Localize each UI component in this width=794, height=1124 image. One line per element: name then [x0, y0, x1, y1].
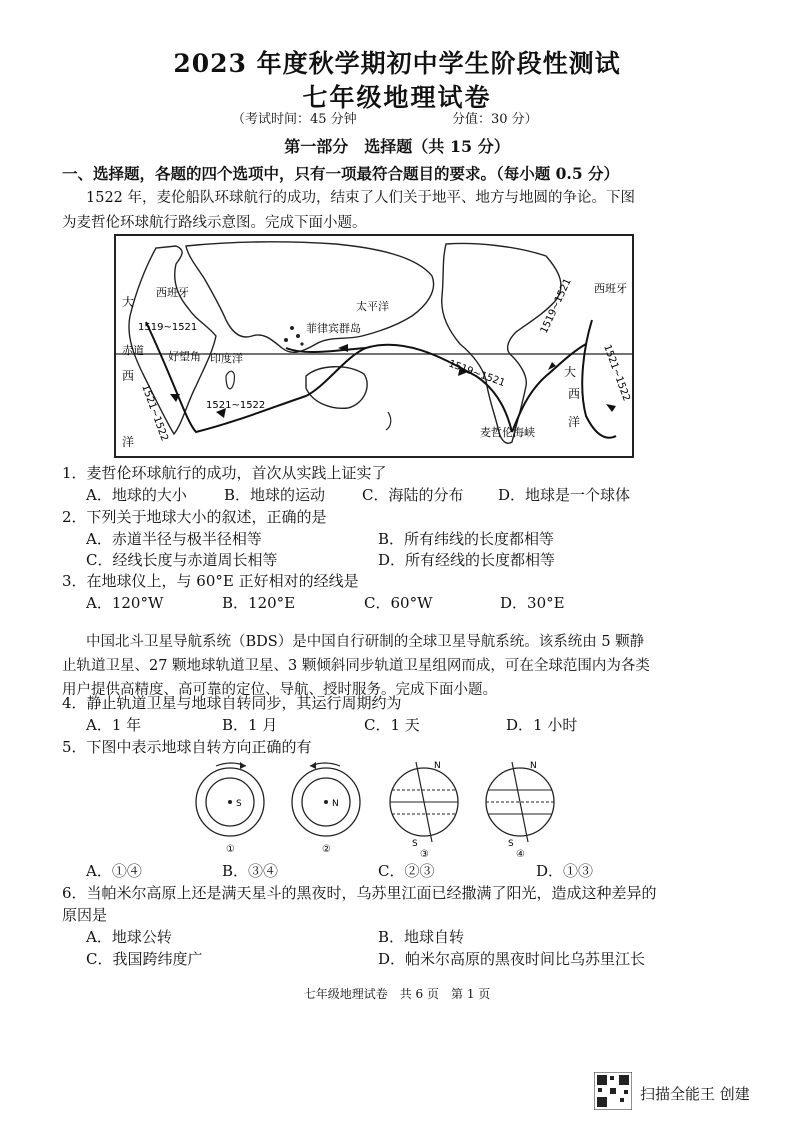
q6-option-a[interactable]: A．地球公转 [86, 928, 172, 946]
label-atlantic-xi-right: 西 [568, 387, 581, 401]
q2-option-c[interactable]: C．经线长度与赤道周长相等 [86, 551, 278, 569]
q2-option-a[interactable]: A．赤道半径与极半径相等 [86, 530, 262, 548]
exam-subtitle: 七年级地理试卷 [302, 83, 492, 112]
fig3-number: ③ [420, 849, 429, 860]
page-footer: 七年级地理试卷 共 6 页 第 1 页 [303, 987, 491, 1001]
fig1-pole-dot [228, 800, 232, 804]
island-dot [284, 338, 288, 342]
americas-outline [442, 244, 561, 444]
bds-line-1: 中国北斗卫星导航系统（BDS）是中国自行研制的全球卫星导航系统。该系统由 5 颗静 [86, 634, 645, 650]
fig4-label-n: N [530, 761, 537, 771]
q3-option-d[interactable]: D．30°E [500, 594, 565, 612]
fig3-label-n: N [434, 761, 441, 771]
rotation-figures-svg [190, 760, 570, 860]
q2-option-b[interactable]: B．所有纬线的长度都相等 [378, 530, 555, 548]
q5-option-b[interactable]: B．③④ [222, 862, 279, 880]
island-dot [296, 334, 300, 338]
fig2-arrowhead [310, 762, 316, 769]
q5-option-d[interactable]: D．①③ [536, 862, 594, 880]
island-dot [300, 342, 303, 345]
fig2-number: ② [322, 844, 331, 855]
scanner-watermark: 扫描全能王 创建 [640, 1085, 750, 1103]
route-arrow [606, 404, 616, 412]
label-atlantic-yang-left: 洋 [122, 435, 135, 449]
label-pacific: 太平洋 [356, 300, 389, 313]
fig4-axis [512, 762, 528, 842]
label-equator: 赤道 [122, 344, 144, 357]
q6-option-b[interactable]: B．地球自转 [378, 928, 465, 946]
q3-option-c[interactable]: C．60°W [364, 594, 433, 612]
q5-option-c[interactable]: C．②③ [378, 862, 435, 880]
intro-line-2: 为麦哲伦环球航行路线示意图。完成下面小题。 [62, 215, 367, 231]
fig4-number: ④ [516, 849, 525, 860]
madagascar-outline [226, 371, 234, 389]
bds-line-2: 止轨道卫星、27 颗地球轨道卫星、3 颗倾斜同步轨道卫星组网而成，可在全球范围内为各类 [62, 658, 650, 674]
label-atlantic-da-right: 大 [564, 365, 577, 379]
q1-option-b[interactable]: B．地球的运动 [224, 486, 326, 504]
q3-stem: 3．在地球仪上，与 60°E 正好相对的经线是 [62, 572, 359, 590]
section-heading: 一、选择题，各题的四个选项中，只有一项最符合题目的要求。（每小题 0.5 分） [62, 164, 620, 183]
fig2-label-n: N [332, 799, 339, 809]
q4-option-d[interactable]: D．1 小时 [506, 716, 578, 734]
label-atlantic-yang-right: 洋 [568, 415, 581, 429]
rotation-figures [190, 760, 570, 860]
q3-option-b[interactable]: B．120°E [222, 594, 296, 612]
label-year-1519-a: 1519~1521 [138, 322, 198, 333]
q6-option-c[interactable]: C．我国跨纬度广 [86, 950, 203, 968]
label-cape-1: 好望角 [168, 350, 201, 363]
label-philippines: 菲律宾群岛 [306, 322, 361, 335]
route-line-east [582, 320, 616, 438]
fig1-label-s: S [236, 799, 242, 809]
fig1-number: ① [226, 844, 235, 855]
qr-code-icon [594, 1072, 632, 1110]
q4-stem: 4．静止轨道卫星与地球自转同步，其运行周期约为 [62, 694, 402, 712]
asia-outline [186, 242, 434, 353]
q2-stem: 2．下列关于地球大小的叙述，正确的是 [62, 508, 327, 526]
magellan-route-map [114, 234, 634, 458]
label-year-1521-b: 1521~1522 [139, 383, 170, 443]
q1-option-c[interactable]: C．海陆的分布 [362, 486, 464, 504]
australia-outline [306, 367, 367, 409]
label-year-1521-a: 1521~1522 [206, 400, 266, 411]
label-atlantic-xi-left: 西 [122, 369, 135, 383]
q4-option-b[interactable]: B．1 月 [222, 716, 278, 734]
q6-stem-line-2: 原因是 [62, 906, 108, 924]
label-spain-left: 西班牙 [156, 286, 189, 299]
q1-option-a[interactable]: A．地球的大小 [86, 486, 187, 504]
part-heading: 第一部分 选择题（共 15 分） [284, 137, 510, 156]
q3-option-a[interactable]: A．120°W [86, 594, 164, 612]
label-indian-ocean: 印度洋 [210, 352, 243, 365]
label-year-1519-b: 1519~1521 [446, 358, 507, 390]
label-atlantic-da-left: 大 [122, 295, 135, 309]
label-year-1521-c: 1521~1522 [601, 343, 632, 403]
africa-europe-outline [129, 246, 216, 434]
q1-stem: 1．麦哲伦环球航行的成功，首次从实践上证实了 [62, 464, 387, 482]
fig1-arrowhead [240, 762, 246, 769]
exam-time: （考试时间：45 分钟 [232, 112, 357, 127]
q4-option-a[interactable]: A．1 年 [86, 716, 142, 734]
route-line-indies [286, 348, 366, 352]
fig2-pole-dot [324, 800, 328, 804]
q2-option-d[interactable]: D．所有经线的长度都相等 [378, 551, 556, 569]
bds-line-3: 用户提供高精度、高可靠的定位、导航、授时服务。完成下面小题。 [62, 682, 497, 698]
q5-option-a[interactable]: A．①④ [86, 862, 142, 880]
q6-option-d[interactable]: D．帕米尔高原的黑夜时间比乌苏里江长 [378, 950, 646, 968]
island-dot [290, 326, 294, 330]
q6-stem-line-1: 6．当帕米尔高原上还是满天星斗的黑夜时，乌苏里江面已经撒满了阳光，造成这种差异的 [62, 884, 657, 902]
fig3-label-s: S [412, 839, 418, 849]
fig4-label-s: S [508, 839, 514, 849]
q5-stem: 5．下图中表示地球自转方向正确的有 [62, 738, 312, 756]
label-spain-right: 西班牙 [594, 282, 627, 295]
exam-title: 2023 年度秋学期初中学生阶段性测试 [173, 49, 621, 78]
q4-option-c[interactable]: C．1 天 [364, 716, 420, 734]
new-zealand-outline [386, 412, 391, 430]
exam-score: 分值：30 分） [452, 112, 538, 127]
label-year-1519-c: 1519~1521 [538, 276, 574, 336]
route-line-south [146, 322, 512, 432]
q1-option-d[interactable]: D．地球是一个球体 [498, 486, 631, 504]
world-map-svg [116, 236, 632, 456]
label-magellan-strait: 麦哲伦海峡 [480, 426, 535, 439]
intro-line-1: 1522 年，麦伦船队环球航行的成功，结束了人们关于地平、地方与地圆的争论。下图 [86, 190, 636, 206]
